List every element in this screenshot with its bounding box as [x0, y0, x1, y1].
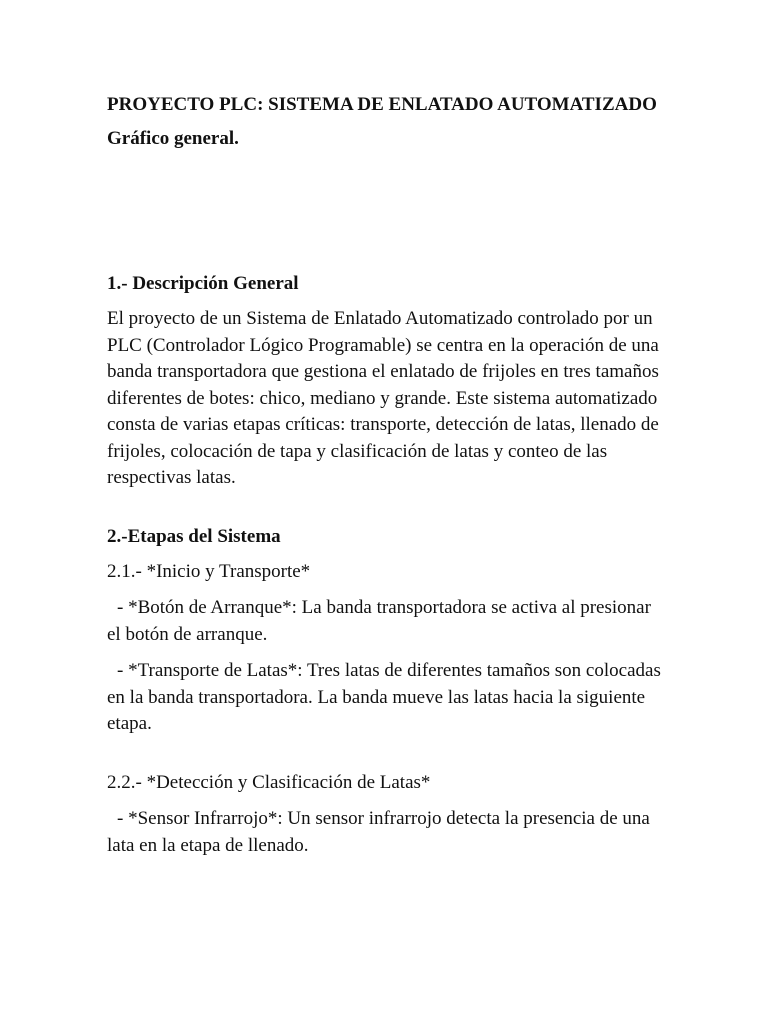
- document-page: [107, 92, 662, 859]
- document-title: PROYECTO PLC: SISTEMA DE ENLATADO AUTOMATIZADO: [107, 94, 657, 115]
- section2-1-item1: - *Botón de Arranque*: La banda transportadora se activa al presionar el botón de arranque.: [107, 597, 651, 645]
- section2-2-heading: 2.2.- *Detección y Clasificación de Latas*: [107, 771, 431, 793]
- section1-heading: 1.- Descripción General: [107, 273, 299, 294]
- chart-placeholder: [107, 152, 662, 271]
- document-subtitle: Gráfico general.: [107, 128, 239, 149]
- section1-body: El proyecto de un Sistema de Enlatado Automatizado controlado por un PLC (Controlador Lógico Programable) se centra en la operación de una banda transportadora que gestiona el enlatado de frijoles en tres tamaños diferentes de botes: chico, mediano y grande. Este sistema automatizado consta de varias etapas críticas: transporte, detección de latas, llenado de frijoles, colocación de tapa y clasificación de latas y conteo de las respectivas latas.: [107, 308, 659, 488]
- section2-1-item2: - *Transporte de Latas*: Tres latas de diferentes tamaños son colocadas en la banda transportadora. La banda mueve las latas hacia la siguiente etapa.: [107, 660, 661, 734]
- section2-heading: 2.-Etapas del Sistema: [107, 525, 281, 547]
- section2-2-item1: - *Sensor Infrarrojo*: Un sensor infrarrojo detecta la presencia de una lata en la etapa de llenado.: [107, 808, 650, 856]
- section2-1-heading: 2.1.- *Inicio y Transporte*: [107, 560, 311, 582]
